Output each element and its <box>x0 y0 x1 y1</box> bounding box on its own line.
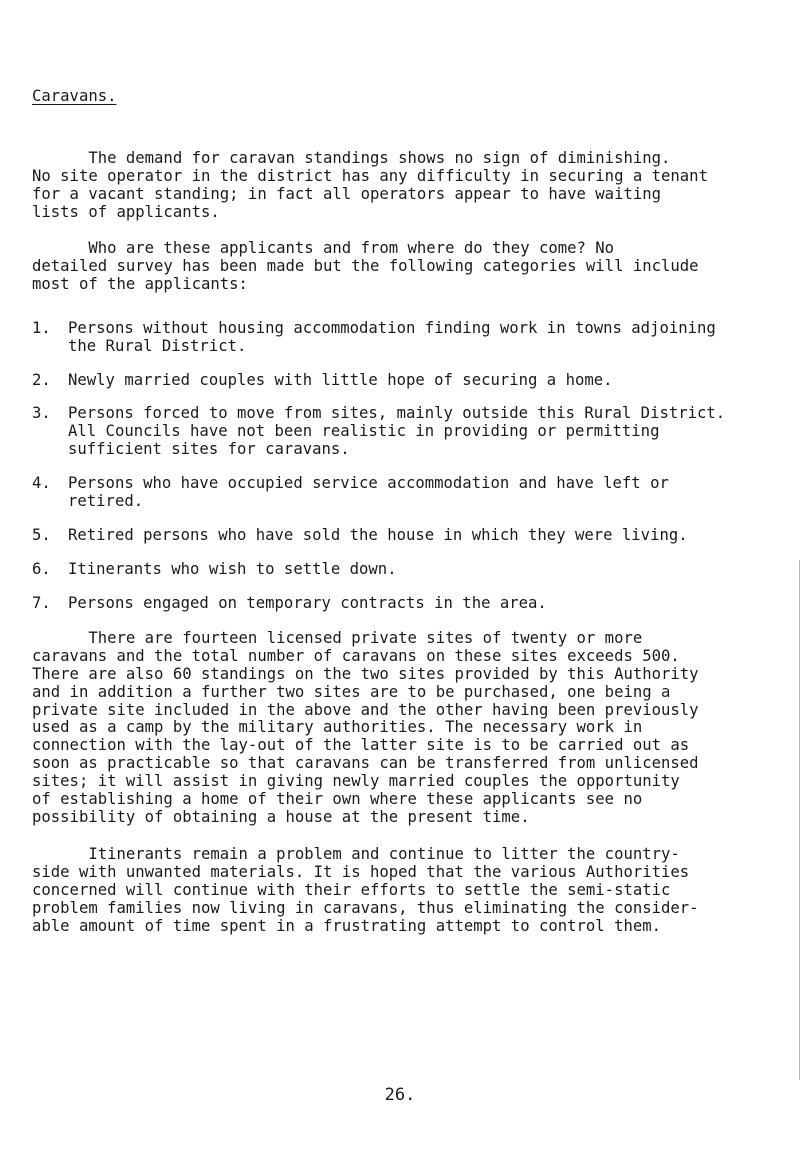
text-line: of establishing a home of their own where these applicants see no <box>32 790 643 809</box>
text-line: Itinerants remain a problem and continue to litter the country- <box>32 845 680 863</box>
text-line: Newly married couples with little hope of securing a home. <box>68 371 613 389</box>
text-line: problem families now living in caravans, thus eliminating the consider- <box>32 898 699 917</box>
text-line: used as a camp by the military authorities. The necessary work in <box>32 718 643 737</box>
text-line: No site operator in the district has any difficulty in securing a tenant <box>32 166 708 185</box>
text-line: concerned will continue with their efforts to settle the semi-static <box>32 880 671 899</box>
list-number: 4. <box>32 474 51 492</box>
text-line: lists of applicants. <box>32 202 220 221</box>
paragraph-itinerants <box>32 846 800 935</box>
text-line: possibility of obtaining a house at the present time. <box>32 807 530 826</box>
text-line: Persons without housing accommodation finding work in towns adjoining <box>68 319 716 337</box>
text-line: able amount of time spent in a frustrating attempt to control them. <box>32 916 662 935</box>
text-line: There are fourteen licensed private sites of twenty or more <box>32 629 643 647</box>
text-line: private site included in the above and the other having been previously <box>32 700 699 719</box>
text-line: All Councils have not been realistic in providing or permitting <box>68 421 660 440</box>
text-line: Persons engaged on temporary contracts in the area. <box>68 594 547 612</box>
text-line: soon as practicable so that caravans can be transferred from unlicensed <box>32 754 699 773</box>
text-line: most of the applicants: <box>32 274 248 293</box>
paragraph-licensed-sites <box>32 630 800 827</box>
text-line: Persons forced to move from sites, mainly outside this Rural District. <box>68 404 726 422</box>
list-number: 7. <box>32 594 51 612</box>
text-line: side with unwanted materials. It is hoped that the various Authorities <box>32 862 690 881</box>
paragraph-applicants <box>32 240 800 294</box>
text-line: the Rural District. <box>68 336 247 355</box>
text-line: detailed survey has been made but the following categories will include <box>32 256 699 275</box>
text-line: sufficient sites for caravans. <box>68 439 350 458</box>
list-number: 3. <box>32 404 51 422</box>
page-number: 26. <box>384 1085 416 1105</box>
list-number: 6. <box>32 560 51 578</box>
text-line: Retired persons who have sold the house in which they were living. <box>68 526 688 544</box>
text-line: connection with the lay-out of the latter site is to be carried out as <box>32 736 690 755</box>
text-line: Who are these applicants and from where do they come? No <box>32 239 615 257</box>
list-number: 1. <box>32 319 51 337</box>
list-number: 2. <box>32 371 51 389</box>
text-line: Itinerants who wish to settle down. <box>68 560 397 578</box>
text-line: and in addition a further two sites are to be purchased, one being a <box>32 682 671 701</box>
paragraph-demand <box>32 150 800 222</box>
text-line: The demand for caravan standings shows no sign of diminishing. <box>32 149 671 167</box>
text-line: caravans and the total number of caravans on these sites exceeds 500. <box>32 646 680 665</box>
section-heading: Caravans. <box>32 87 117 105</box>
text-line: Persons who have occupied service accommodation and have left or <box>68 474 669 492</box>
text-line: There are also 60 standings on the two sites provided by this Authority <box>32 664 699 683</box>
text-line: sites; it will assist in giving newly married couples the opportunity <box>32 772 680 791</box>
list-number: 5. <box>32 526 51 544</box>
text-line: for a vacant standing; in fact all operators appear to have waiting <box>32 184 662 203</box>
text-line: retired. <box>68 491 144 510</box>
